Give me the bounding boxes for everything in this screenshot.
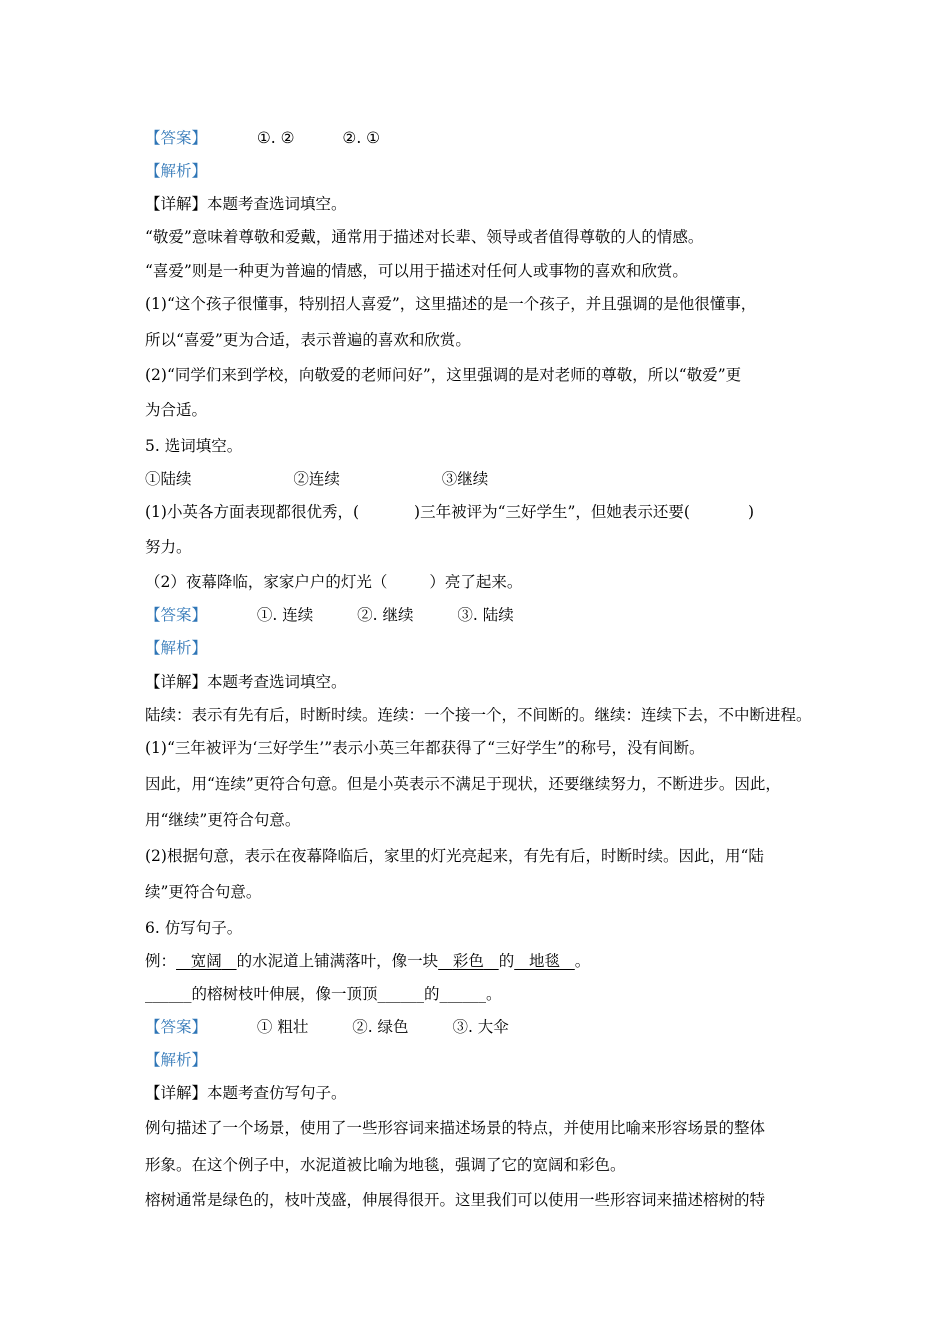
paragraph-line: 形象。在这个例子中，水泥道被比喻为地毯，强调了它的宽阔和彩色。 <box>145 1156 626 1174</box>
paragraph-line: 榕树通常是绿色的，枝叶茂盛，伸展得很开。这里我们可以使用一些形容词来描述榕树的特 <box>145 1191 766 1209</box>
question-line <box>145 502 754 522</box>
answer-item: ①. 连续 <box>256 606 314 624</box>
answer-item: ②. 继续 <box>357 606 414 624</box>
fill-line: ______的榕树枝叶伸展，像一顶顶______的______。 <box>145 985 502 1003</box>
underlined-word <box>176 952 237 970</box>
paragraph-line: 因此，用“连续”更符合句意。但是小英表示不满足于现状，还要继续努力，不断进步。因此， <box>145 775 781 793</box>
paragraph-line: 续”更符合句意。 <box>145 883 262 901</box>
options-row <box>145 469 488 489</box>
paragraph-line: (1)“三年被评为‘三好学生’”表示小英三年都获得了“三好学生”的称号，没有间断。 <box>145 739 705 757</box>
question-line <box>145 572 522 592</box>
detail-line: 【详解】本题考查仿写句子。 <box>145 1084 347 1102</box>
analysis-tag: 【解析】 <box>145 1051 208 1069</box>
answer-tag: 【答案】 <box>145 129 208 147</box>
question-text: （2）夜幕降临，家家户户的灯光（ <box>145 573 388 591</box>
underlined-text: 地毯 <box>528 952 560 970</box>
paragraph-line: (1)“这个孩子很懂事，特别招人喜爱”，这里描述的是一个孩子，并且强调的是他很懂事， <box>145 295 757 313</box>
question-title: 6. 仿写句子。 <box>145 919 243 937</box>
paragraph-line: 用“继续”更符合句意。 <box>145 811 301 829</box>
answer-item: ②. 绿色 <box>352 1018 409 1036</box>
example-text: 。 <box>574 952 591 970</box>
analysis-tag: 【解析】 <box>145 162 208 180</box>
option: ②连续 <box>293 470 340 488</box>
paragraph-line: 为合适。 <box>145 401 208 419</box>
underlined-word <box>514 952 575 970</box>
paragraph-line: 所以“喜爱”更为合适，表示普遍的喜欢和欣赏。 <box>145 331 471 349</box>
example-text: 的水泥道上铺满落叶，像一块 <box>236 952 439 970</box>
question-title: 5. 选词填空。 <box>145 437 243 455</box>
paragraph-line: “喜爱”则是一种更为普遍的情感，可以用于描述对任何人或事物的喜欢和欣赏。 <box>145 262 688 280</box>
paragraph-line: (2)根据句意，表示在夜幕降临后，家里的灯光亮起来，有先有后，时断时续。因此，用“陆 <box>145 847 764 865</box>
question-text: ）亮了起来。 <box>429 573 523 591</box>
answer-tag: 【答案】 <box>145 1018 208 1036</box>
answer-item: ③. 陆续 <box>457 606 514 624</box>
underlined-text: 宽阔 <box>190 952 222 970</box>
paragraph-line: (2)“同学们来到学校，向敬爱的老师问好”，这里强调的是对老师的尊敬，所以“敬爱”更 <box>145 366 742 384</box>
paragraph-line: “敬爱”意味着尊敬和爱戴，通常用于描述对长辈、领导或者值得尊敬的人的情感。 <box>145 228 704 246</box>
paragraph-line: 陆续：表示有先有后，时断时续。连续：一个接一个，不间断的。继续：连续下去，不中断进程。 <box>145 706 812 724</box>
question-text: )三年被评为“三好学生”，但她表示还要( <box>414 503 690 521</box>
answer-row <box>145 605 514 625</box>
answer-item: ① 粗壮 <box>256 1018 309 1036</box>
example-text: 的 <box>498 952 515 970</box>
option: ①陆续 <box>145 470 192 488</box>
answer-tag: 【答案】 <box>145 606 208 624</box>
question-text: ) <box>747 503 755 521</box>
question-line: 努力。 <box>145 538 192 556</box>
detail-line: 【详解】本题考查选词填空。 <box>145 673 347 691</box>
underlined-word <box>438 952 499 970</box>
answer-item: ③. 大伞 <box>452 1018 509 1036</box>
option: ③继续 <box>441 470 489 488</box>
answer-row <box>145 1017 509 1037</box>
answer-item: ①. ② <box>256 129 295 147</box>
analysis-tag: 【解析】 <box>145 639 208 657</box>
example-prefix: 例： <box>145 952 177 970</box>
answer-row <box>145 128 380 148</box>
answer-item: ②. ① <box>342 129 381 147</box>
question-text: (1)小英各方面表现都很优秀，( <box>145 503 360 521</box>
underlined-text: 彩色 <box>452 952 484 970</box>
detail-line: 【详解】本题考查选词填空。 <box>145 195 347 213</box>
paragraph-line: 例句描述了一个场景，使用了一些形容词来描述场景的特点，并使用比喻来形容场景的整体 <box>145 1119 766 1137</box>
example-line <box>145 951 590 971</box>
